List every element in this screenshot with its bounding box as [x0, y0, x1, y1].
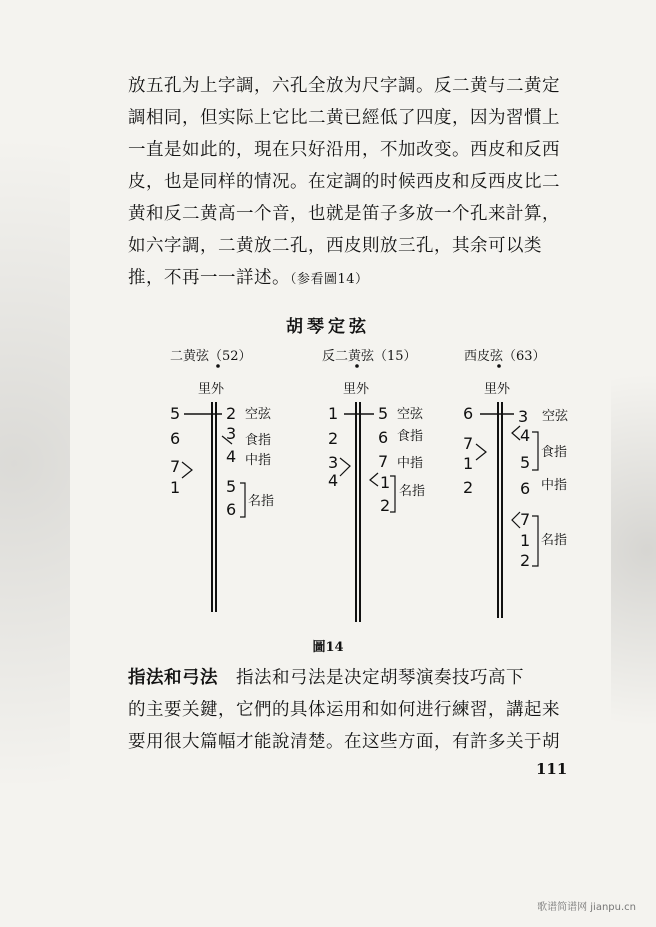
finger-label: 食指 [397, 429, 424, 444]
section-lead: 指法和弓法 [128, 668, 218, 688]
note-right: 3 [226, 424, 237, 443]
note-left: 1 [328, 404, 339, 423]
note-right: 4 [226, 447, 237, 466]
bracket-mark [532, 516, 538, 566]
text-line-content: 推，不再一一詳述。 [128, 268, 290, 288]
note-right: 5 [226, 477, 237, 496]
note-right: 6 [378, 428, 389, 447]
note-left: 7 [170, 457, 181, 476]
note-left: 7 [463, 434, 474, 453]
chart-label-fanerhuang: 反二黄弦（15） [322, 349, 417, 364]
chart-erhuang [170, 382, 274, 612]
text-line: 放五孔为上字調，六孔全放为尺字調。反二黄与二黄定 [128, 76, 560, 96]
inner-outer-label: 里外 [484, 382, 511, 397]
note-right: 5 [520, 453, 531, 472]
note-left: 3 [328, 453, 339, 472]
finger-label: 中指 [397, 456, 424, 471]
text-line [128, 662, 588, 694]
inner-outer-label: 里外 [198, 382, 225, 397]
finger-label: 中指 [245, 453, 272, 468]
chart-xipi [463, 382, 569, 618]
paragraph-2 [128, 662, 588, 758]
figure-reference: （参看圖14） [290, 272, 369, 287]
note-right: 3 [518, 407, 529, 426]
note-right: 4 [520, 426, 531, 445]
dot-mark [497, 364, 501, 368]
note-right: 7 [520, 510, 531, 529]
note-right: 6 [226, 500, 237, 519]
page-number: 111 [536, 760, 568, 778]
text-line: 皮，也是同样的情况。在定調的时候西皮和反西皮比二 [128, 172, 560, 192]
finger-label: 空弦 [397, 407, 424, 422]
text-line: 要用很大篇幅才能說清楚。在这些方面，有許多关于胡 [128, 732, 560, 752]
finger-label: 空弦 [245, 407, 272, 422]
note-right: 7 [378, 452, 389, 471]
text-line: 一直是如此的，現在只好沿用，不加改变。西皮和反西 [128, 140, 560, 160]
note-left: 1 [463, 454, 474, 473]
bracket-mark [512, 426, 520, 440]
bracket-mark [182, 462, 192, 478]
note-right: 2 [520, 551, 531, 570]
text-line: 如六字調，二黄放二孔，西皮則放三孔，其余可以类 [128, 236, 542, 256]
note-right: 5 [378, 404, 389, 423]
watermark: 歌谱简谱网 jianpu.cn [537, 902, 636, 913]
finger-label: 名指 [399, 484, 426, 499]
text-line: 的主要关鍵，它們的具体运用和如何进行練習，講起来 [128, 700, 560, 720]
bracket-mark [370, 473, 378, 486]
dot-mark [355, 364, 359, 368]
text-line: 調相同，但实际上它比二黄已經低了四度，因为習慣上 [128, 108, 560, 128]
bracket-mark [240, 483, 245, 517]
figure-caption: 圖14 [312, 640, 344, 655]
note-right: 2 [226, 404, 237, 423]
note-left: 1 [170, 478, 181, 497]
chart-fanerhuang [328, 382, 425, 622]
bracket-mark [340, 458, 350, 476]
text-line-content: 指法和弓法是决定胡琴演奏技巧高下 [236, 668, 524, 688]
note-right: 6 [520, 479, 531, 498]
note-left: 6 [170, 429, 181, 448]
note-right: 2 [380, 496, 391, 515]
bracket-mark [512, 512, 520, 528]
note-left: 4 [328, 471, 339, 490]
finger-label: 食指 [541, 445, 568, 460]
text-line: 黄和反二黄高一个音，也就是笛子多放一个孔来計算， [128, 204, 560, 224]
figure-title: 胡琴定弦 [286, 317, 370, 337]
chart-label-erhuang: 二黄弦（52） [170, 349, 252, 364]
finger-label: 空弦 [542, 409, 569, 424]
note-left: 5 [170, 404, 181, 423]
finger-label: 食指 [245, 433, 272, 448]
note-left: 2 [463, 478, 474, 497]
bracket-mark [532, 432, 538, 470]
bracket-mark [476, 444, 486, 460]
inner-outer-label: 里外 [343, 382, 370, 397]
note-right: 1 [520, 531, 531, 550]
note-left: 6 [463, 404, 474, 423]
note-right: 1 [380, 473, 391, 492]
note-left: 2 [328, 429, 339, 448]
finger-label: 名指 [541, 533, 568, 548]
dot-mark [216, 364, 220, 368]
finger-label: 中指 [541, 478, 568, 493]
bracket-mark [390, 476, 395, 512]
finger-label: 名指 [248, 494, 275, 509]
chart-label-xipi: 西皮弦（63） [464, 349, 546, 364]
